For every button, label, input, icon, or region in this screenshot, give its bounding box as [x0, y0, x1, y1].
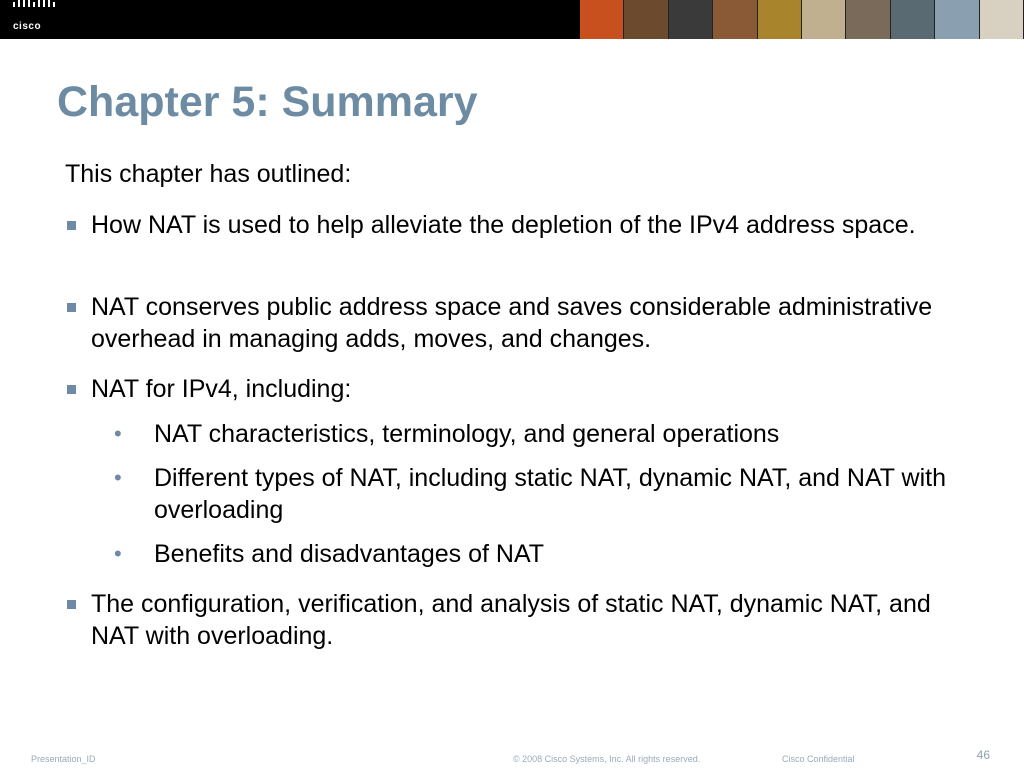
- header-photo: [891, 0, 935, 39]
- footer-confidential: Cisco Confidential: [782, 754, 855, 764]
- bullet-text: NAT conserves public address space and saves considerable administrative overhead in managing adds, moves, and changes.: [91, 293, 933, 353]
- header-photo: [935, 0, 979, 39]
- slide-title: Chapter 5: Summary: [57, 78, 478, 126]
- sub-bullet-item: [114, 462, 974, 526]
- square-bullet-icon: [67, 600, 76, 609]
- bullet-text: How NAT is used to help alleviate the depletion of the IPv4 address space.: [91, 211, 916, 239]
- bullet-item: [91, 209, 971, 241]
- square-bullet-icon: [67, 221, 76, 230]
- bullet-text: NAT for IPv4, including:: [91, 375, 352, 403]
- sub-bullet-text: NAT characteristics, terminology, and general operations: [154, 420, 780, 448]
- bullet-item: [91, 373, 971, 405]
- header-photo: [669, 0, 713, 39]
- logo-text: cisco: [13, 21, 42, 32]
- sub-bullet-text: Different types of NAT, including static NAT, dynamic NAT, and NAT with overloading: [154, 464, 946, 524]
- sub-bullet-item: [114, 538, 974, 570]
- bullet-item: [91, 588, 971, 652]
- header-photo: [846, 0, 890, 39]
- round-bullet-icon: •: [114, 541, 122, 566]
- intro-text: This chapter has outlined:: [65, 160, 352, 188]
- sub-bullet-text: Benefits and disadvantages of NAT: [154, 540, 545, 568]
- bullet-item: [91, 291, 971, 355]
- square-bullet-icon: [67, 303, 76, 312]
- header-photo: [758, 0, 802, 39]
- cisco-logo: [9, 4, 65, 35]
- round-bullet-icon: •: [114, 465, 122, 490]
- header-photo: [802, 0, 846, 39]
- footer-presentation-id: Presentation_ID: [31, 754, 96, 764]
- sub-bullet-item: [114, 418, 974, 450]
- round-bullet-icon: •: [114, 421, 122, 446]
- bullet-text: The configuration, verification, and analysis of static NAT, dynamic NAT, and NAT with overloading.: [91, 590, 931, 650]
- footer-copyright: © 2008 Cisco Systems, Inc. All rights reserved.: [513, 754, 701, 764]
- photo-strip: [580, 0, 1024, 39]
- header-photo: [980, 0, 1024, 39]
- header-photo: [580, 0, 624, 39]
- square-bullet-icon: [67, 385, 76, 394]
- header-photo: [713, 0, 757, 39]
- header-photo: [624, 0, 668, 39]
- header-band: [0, 0, 1024, 39]
- page-number: 46: [976, 748, 990, 762]
